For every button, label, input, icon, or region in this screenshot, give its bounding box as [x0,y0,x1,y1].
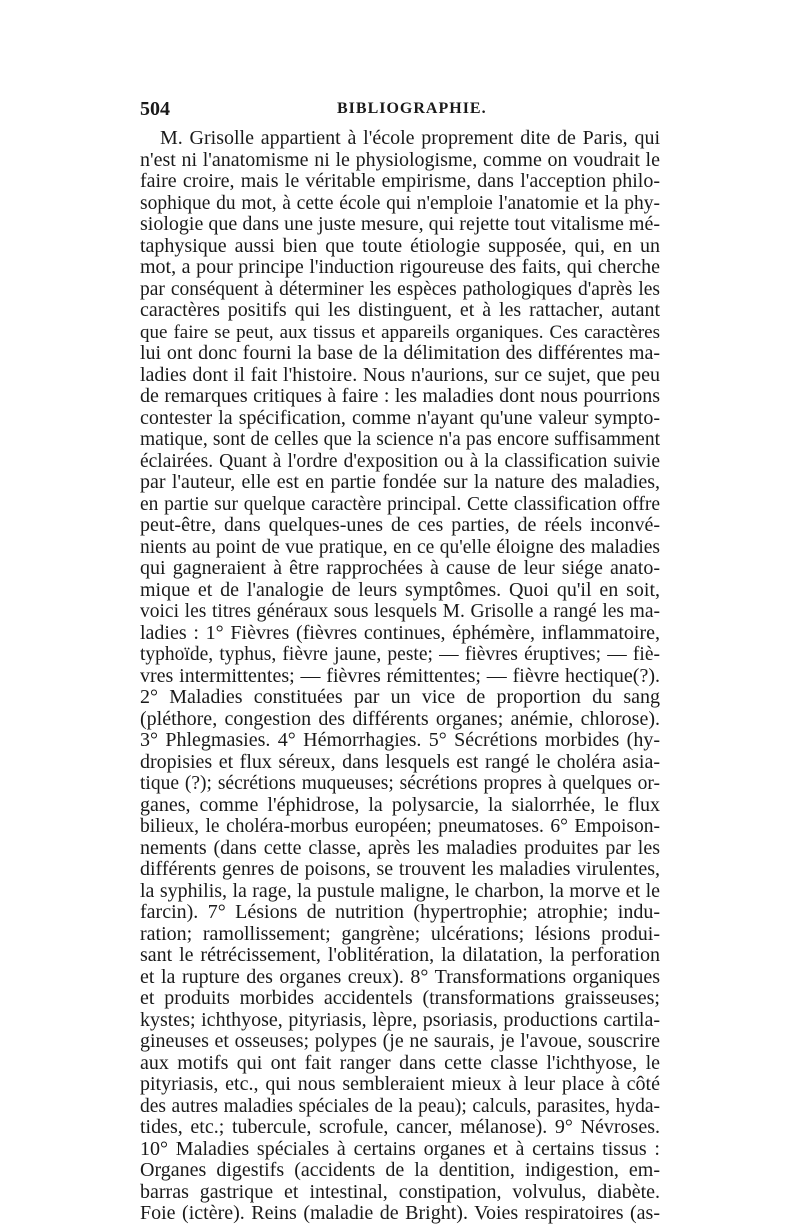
text-line: taphysique aussi bien que toute étiologie supposée, qui, en un [140,234,660,257]
text-line: ganes, comme l'éphidrose, la polysarcie, la sialorrhée, le flux [140,793,660,816]
page-number: 504 [140,98,170,120]
text-line: contester la spécification, comme n'ayant qu'une valeur sympto- [140,406,660,429]
text-line: sant le rétrécissement, l'oblitération, la dilatation, la perforation [140,944,660,966]
text-line: M. Grisolle appartient à l'école proprement dite de Paris, qui [160,127,660,149]
body-text [140,128,660,1225]
text-line: nements (dans cette classe, après les maladies produites par les [140,836,660,859]
text-line: vres intermittentes; — fièvres rémittentes; — fièvre hectique(?). [140,664,660,687]
text-line: la syphilis, la rage, la pustule maligne, le charbon, la morve et le [140,879,660,902]
text-line: tides, etc.; tubercule, scrofule, cancer, mélanose). 9° Névroses. [140,1116,660,1138]
text-line: par l'auteur, elle est en partie fondée sur la nature des maladies, [140,471,660,493]
text-line: matique, sont de celles que la science n'a pas encore suffisamment [140,429,660,450]
text-line: et la rupture des organes creux). 8° Transformations organiques [140,965,660,988]
text-line: 3° Phlegmasies. 4° Hémorrhagies. 5° Sécrétions morbides (hy- [140,729,660,751]
text-line: 2° Maladies constituées par un vice de proportion du sang [140,686,660,708]
text-line: aux motifs qui ont fait ranger dans cette classe l'ichthyose, le [140,1051,660,1074]
text-line: Foie (ictère). Reins (maladie de Bright). Voies respiratoires (as- [140,1202,660,1224]
text-line: n'est ni l'anatomisme ni le physiologisme, comme on voudrait le [140,148,660,171]
text-line: farcin). 7° Lésions de nutrition (hypertrophie; atrophie; indu- [140,901,660,923]
text-line: sophique du mot, à cette école qui n'emploie l'anatomie et la phy- [140,192,660,214]
text-line: pityriasis, etc., qui nous sembleraient mieux à leur place à côté [140,1073,660,1095]
text-line: des autres maladies spéciales de la peau); calculs, parasites, hyda- [140,1095,660,1117]
text-line: typhoïde, typhus, fièvre jaune, peste; — fièvres éruptives; — fiè- [140,644,660,665]
text-line: éclairées. Quant à l'ordre d'exposition ou à la classification suivie [140,450,660,472]
text-line: voici les titres généraux sous lesquels M. Grisolle a rangé les ma- [140,601,660,622]
text-line: nients au point de vue pratique, en ce qu'elle éloigne des maladies [140,536,660,558]
text-line: ladies : 1° Fièvres (fièvres continues, éphémère, inflammatoire, [140,621,660,644]
text-line: gineuses et osseuses; polypes (je ne saurais, je l'avoue, souscrire [140,1030,660,1052]
text-line: par conséquent à déterminer les espèces pathologiques d'après les [140,278,660,300]
text-line: faire croire, mais le véritable empirisme, dans l'acception philo- [140,170,660,192]
text-line: lui ont donc fourni la base de la délimitation des différentes ma- [140,342,660,364]
text-line: (pléthore, congestion des différents organes; anémie, chlorose). [140,707,660,730]
text-line: ladies dont il fait l'histoire. Nous n'aurions, sur ce sujet, que peu [140,363,660,386]
text-line: siologie que dans une juste mesure, qui rejette tout vitalisme mé- [140,213,660,235]
text-line: barras gastrique et intestinal, constipation, volvulus, diabète. [140,1180,660,1203]
text-line: Organes digestifs (accidents de la dentition, indigestion, em- [140,1159,660,1181]
text-line: de remarques critiques à faire : les maladies dont nous pourrions [140,385,660,407]
text-line: mique et de l'analogie de leurs symptômes. Quoi qu'il en soit, [140,578,660,601]
text-line: peut-être, dans quelques-unes de ces parties, de réels inconvé- [140,514,660,536]
text-line: dropisies et flux séreux, dans lesquels est rangé le choléra asia- [140,750,660,773]
text-line: qui gagneraient à être rapprochées à cause de leur siége anato- [140,557,660,579]
text-line: et produits morbides accidentels (transformations graisseuses; [140,987,660,1009]
text-line: ration; ramollissement; gangrène; ulcérations; lésions produi- [140,922,660,945]
page-header [140,98,660,122]
text-line: bilieux, le choléra-morbus européen; pneumatoses. 6° Empoison- [140,816,660,837]
text-line: tique (?); sécrétions muqueuses; sécrétions propres à quelques or- [140,773,660,794]
text-line: mot, a pour principe l'induction rigoureuse des faits, qui cherche [140,256,660,278]
running-title: BIBLIOGRAPHIE. [337,100,487,117]
text-line: que faire se peut, aux tissus et appareils organiques. Ces caractères [140,321,660,343]
text-line: 10° Maladies spéciales à certains organes et à certains tissus : [140,1137,660,1160]
text-line: différents genres de poisons, se trouvent les maladies virulentes, [140,858,660,880]
text-line: caractères positifs qui les distinguent, et à les rattacher, autant [140,299,660,321]
text-line: en partie sur quelque caractère principal. Cette classification offre [140,493,660,515]
text-line: kystes; ichthyose, pityriasis, lèpre, psoriasis, productions cartila- [140,1008,660,1031]
